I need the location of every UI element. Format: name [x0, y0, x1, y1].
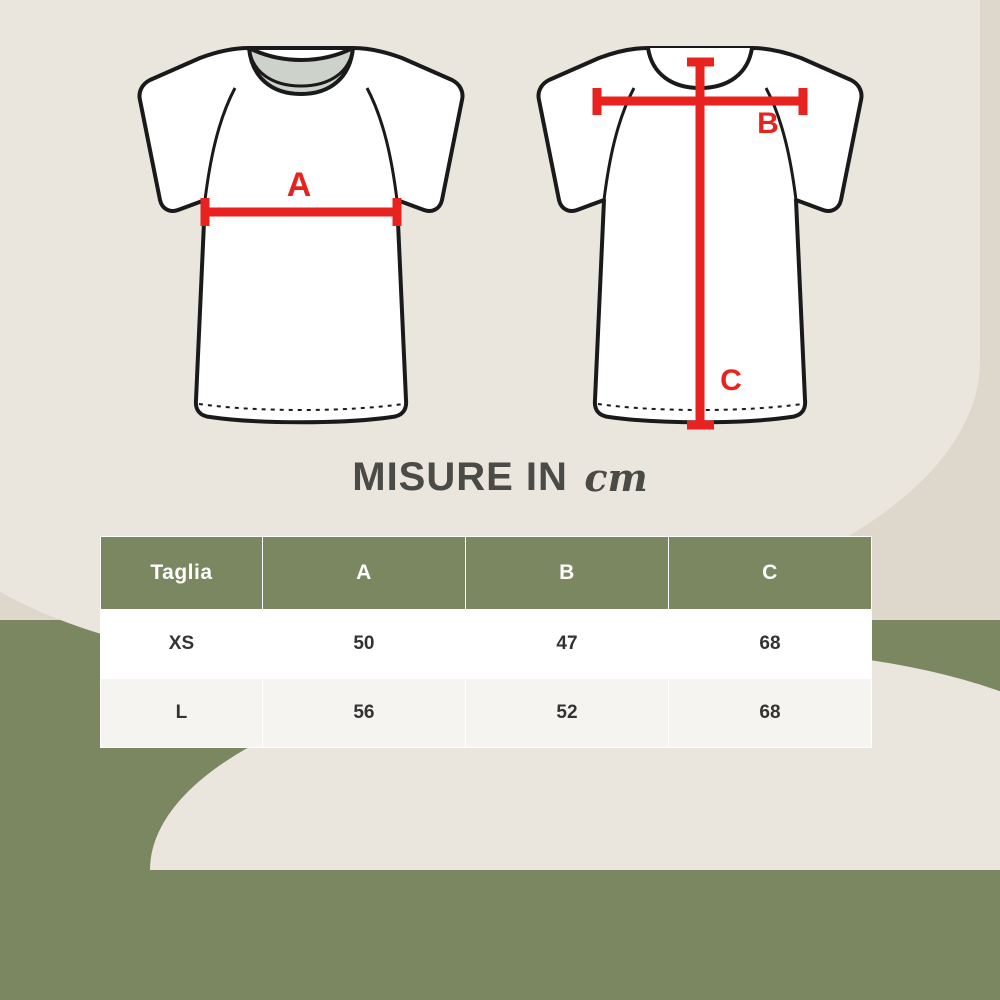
t-shirt-back-illustration [538, 48, 861, 425]
table-cell-a: 50 [262, 610, 465, 679]
table-header-row [101, 537, 872, 610]
t-shirt-diagram [0, 0, 1000, 470]
table-header-cell: B [465, 537, 668, 610]
chart-title-unit: cm [584, 455, 648, 500]
t-shirt-front-illustration [139, 48, 462, 422]
table-cell-b: 47 [465, 610, 668, 679]
table-row [101, 610, 872, 679]
table-cell-size: XS [101, 610, 263, 679]
table-cell-c: 68 [668, 610, 871, 679]
size-table [100, 536, 872, 748]
chart-title-main: MISURE IN [352, 455, 568, 499]
table-cell-b: 52 [465, 679, 668, 748]
table-header-cell: A [262, 537, 465, 610]
table-header-cell: C [668, 537, 871, 610]
measure-label-a: A [286, 166, 312, 204]
table-header-cell: Taglia [101, 537, 263, 610]
table-row [101, 679, 872, 748]
table-cell-size: L [101, 679, 263, 748]
chart-title [0, 455, 1000, 500]
table-cell-a: 56 [262, 679, 465, 748]
table-cell-c: 68 [668, 679, 871, 748]
measure-label-b: B [757, 107, 779, 140]
measure-label-c: C [720, 364, 742, 397]
size-table-wrapper [100, 536, 872, 748]
